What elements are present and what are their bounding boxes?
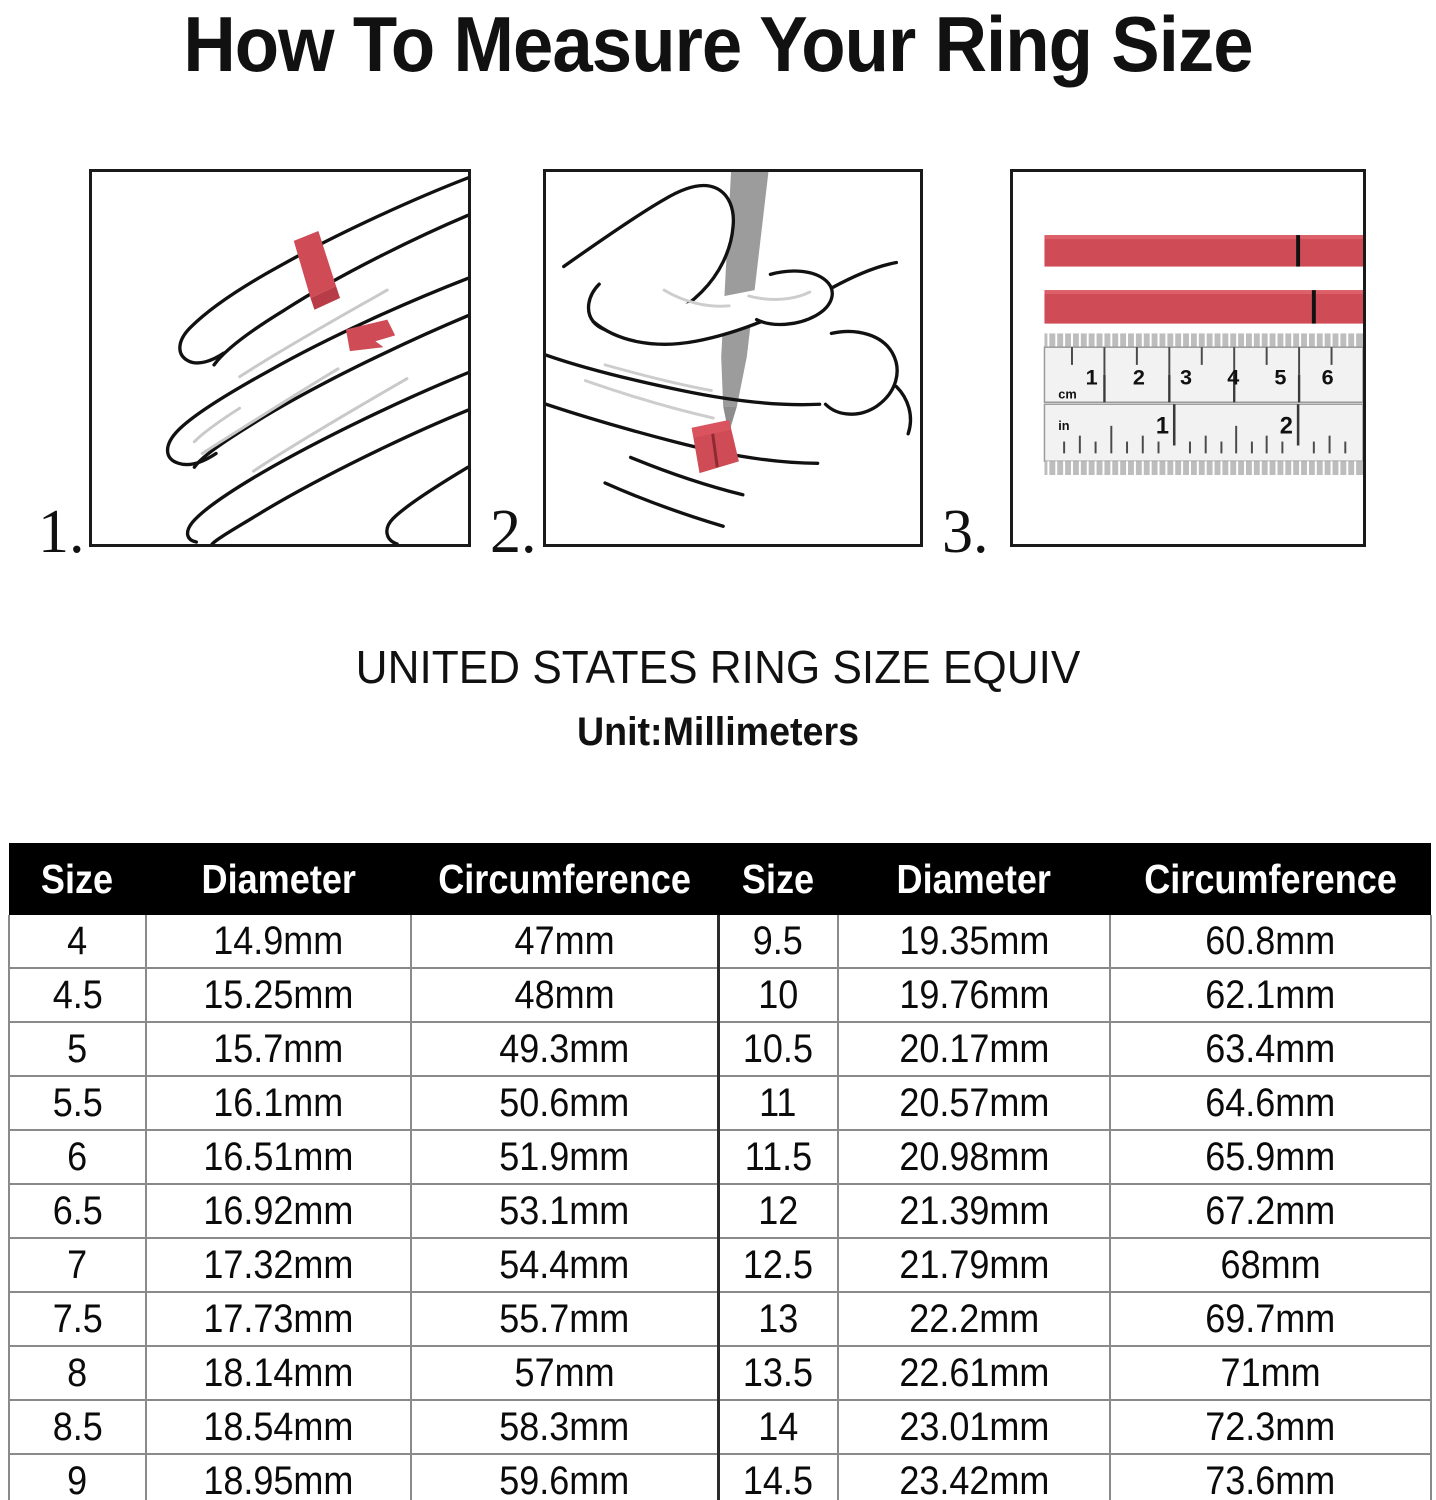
table-cell-text: 13: [758, 1297, 799, 1341]
svg-text:4: 4: [1227, 364, 1240, 390]
table-cell-text: 62.1mm: [1205, 973, 1336, 1017]
table-unit-note: Unit:Millimeters: [576, 710, 860, 754]
table-cell: [838, 1022, 1110, 1076]
column-header-circumference-right: [1110, 843, 1431, 915]
table-cell-text: 20.98mm: [898, 1135, 1050, 1179]
table-row: [9, 1346, 1431, 1400]
table-cell: [411, 1130, 718, 1184]
table-cell: [411, 1022, 718, 1076]
instruction-panels: [0, 165, 1436, 566]
table-cell-text: 17.73mm: [203, 1297, 354, 1341]
table-cell: [718, 1238, 838, 1292]
table-cell-text: 14.9mm: [213, 919, 344, 963]
table-cell: [838, 1400, 1110, 1454]
table-cell: [411, 1400, 718, 1454]
table-cell-text: 20.17mm: [898, 1027, 1050, 1071]
step-3: [940, 165, 1370, 566]
table-cell-text: 15.25mm: [203, 973, 354, 1017]
column-header-size-right: [718, 843, 838, 915]
column-header-diameter-left-label: Diameter: [201, 856, 356, 902]
ring-size-table: [8, 843, 1432, 1500]
table-cell: [1110, 1454, 1431, 1500]
table-row: [9, 1292, 1431, 1346]
table-cell-text: 16.51mm: [203, 1135, 354, 1179]
table-cell-text: 57mm: [514, 1351, 615, 1395]
table-cell: [718, 915, 838, 968]
table-cell: [838, 1292, 1110, 1346]
table-cell: [411, 915, 718, 968]
table-cell-text: 63.4mm: [1205, 1027, 1336, 1071]
svg-text:3: 3: [1180, 364, 1193, 390]
table-row: [9, 1076, 1431, 1130]
table-cell-text: 72.3mm: [1205, 1405, 1336, 1449]
svg-text:5: 5: [1274, 364, 1287, 390]
table-cell-text: 5: [67, 1027, 88, 1071]
table-cell: [1110, 968, 1431, 1022]
table-cell-text: 47mm: [514, 919, 615, 963]
table-cell: [146, 915, 411, 968]
table-cell: [838, 1238, 1110, 1292]
table-cell-text: 7: [67, 1243, 88, 1287]
table-cell-text: 58.3mm: [499, 1405, 630, 1449]
table-row: [9, 1454, 1431, 1500]
ring-size-table-wrapper: [8, 843, 1430, 1500]
step-1: [36, 165, 471, 566]
table-cell: [146, 968, 411, 1022]
table-cell: [838, 968, 1110, 1022]
table-header: [9, 843, 1431, 915]
svg-text:1: 1: [1085, 364, 1098, 390]
table-cell: [146, 1454, 411, 1500]
table-cell-text: 69.7mm: [1205, 1297, 1336, 1341]
table-cell: [9, 1130, 146, 1184]
table-cell: [1110, 1238, 1431, 1292]
table-cell: [838, 1130, 1110, 1184]
table-row: [9, 1022, 1431, 1076]
table-cell: [9, 915, 146, 968]
table-cell-text: 21.79mm: [898, 1243, 1050, 1287]
step-3-illustration: [1010, 169, 1366, 547]
column-header-diameter-right: [838, 843, 1110, 915]
table-cell-text: 14: [758, 1405, 799, 1449]
table-cell: [411, 1346, 718, 1400]
table-cell-text: 13.5: [743, 1351, 814, 1395]
table-cell-text: 64.6mm: [1205, 1081, 1336, 1125]
table-cell: [1110, 1292, 1431, 1346]
table-row: [9, 915, 1431, 968]
table-cell-text: 5.5: [52, 1081, 103, 1125]
table-cell: [1110, 915, 1431, 968]
table-cell-text: 6: [67, 1135, 88, 1179]
table-cell-text: 55.7mm: [499, 1297, 630, 1341]
table-cell-text: 21.39mm: [898, 1189, 1050, 1233]
table-cell: [718, 1292, 838, 1346]
table-cell-text: 48mm: [514, 973, 615, 1017]
table-cell: [411, 968, 718, 1022]
table-cell: [146, 1238, 411, 1292]
table-cell: [9, 1184, 146, 1238]
table-cell-text: 18.95mm: [203, 1459, 354, 1500]
table-cell: [411, 1292, 718, 1346]
table-cell-text: 65.9mm: [1205, 1135, 1336, 1179]
table-cell: [718, 1346, 838, 1400]
table-cell: [411, 1184, 718, 1238]
strip-upper: [1044, 235, 1363, 266]
table-cell-text: 12: [758, 1189, 799, 1233]
svg-text:2: 2: [1132, 364, 1145, 390]
step-2: [488, 165, 923, 566]
table-cell: [838, 1454, 1110, 1500]
table-row: [9, 1400, 1431, 1454]
table-cell: [146, 1400, 411, 1454]
table-cell-text: 23.01mm: [898, 1405, 1050, 1449]
table-cell-text: 10: [758, 973, 799, 1017]
step-1-illustration: [89, 169, 471, 547]
column-header-circumference-left: [411, 843, 718, 915]
step-1-number: 1.: [38, 498, 85, 566]
ruler: [1044, 333, 1363, 475]
table-cell: [718, 968, 838, 1022]
table-cell-text: 6.5: [52, 1189, 103, 1233]
table-cell-text: 18.14mm: [203, 1351, 354, 1395]
table-cell: [1110, 1184, 1431, 1238]
table-cell-text: 11.5: [744, 1135, 812, 1179]
table-cell-text: 8: [67, 1351, 88, 1395]
table-cell-text: 12.5: [743, 1243, 814, 1287]
table-cell: [718, 1076, 838, 1130]
table-cell-text: 8.5: [52, 1405, 103, 1449]
table-cell-text: 17.32mm: [203, 1243, 354, 1287]
table-header-row: [9, 843, 1431, 915]
table-cell: [9, 1400, 146, 1454]
table-cell: [9, 968, 146, 1022]
svg-text:cm: cm: [1058, 386, 1077, 402]
table-cell: [1110, 1076, 1431, 1130]
column-header-size-left: [9, 843, 146, 915]
table-cell: [146, 1022, 411, 1076]
column-header-diameter-left: [146, 843, 411, 915]
svg-text:1: 1: [1155, 412, 1170, 439]
table-cell: [146, 1346, 411, 1400]
table-heading: UNITED STATES RING SIZE EQUIV: [355, 641, 1081, 693]
table-cell: [1110, 1400, 1431, 1454]
table-cell-text: 11: [759, 1081, 797, 1125]
table-cell-text: 22.61mm: [898, 1351, 1050, 1395]
table-cell: [9, 1454, 146, 1500]
table-row: [9, 1130, 1431, 1184]
table-cell: [718, 1400, 838, 1454]
table-cell: [1110, 1022, 1431, 1076]
table-body: [9, 915, 1431, 1500]
table-cell: [9, 1076, 146, 1130]
table-cell: [718, 1022, 838, 1076]
table-row: [9, 1238, 1431, 1292]
page-title: How To Measure Your Ring Size: [183, 0, 1253, 88]
column-header-circumference-right-label: Circumference: [1144, 856, 1397, 902]
step-3-number: 3.: [942, 498, 989, 566]
table-cell-text: 18.54mm: [203, 1405, 354, 1449]
table-cell-text: 54.4mm: [499, 1243, 630, 1287]
table-cell-text: 22.2mm: [908, 1297, 1040, 1341]
table-cell-text: 71mm: [1220, 1351, 1321, 1395]
table-cell-text: 50.6mm: [499, 1081, 630, 1125]
column-header-diameter-right-label: Diameter: [896, 856, 1052, 902]
table-cell: [411, 1454, 718, 1500]
step-2-illustration: [543, 169, 923, 547]
table-cell-text: 4: [67, 919, 88, 963]
table-cell-text: 19.35mm: [898, 919, 1050, 963]
svg-text:6: 6: [1321, 364, 1334, 390]
table-cell-text: 4.5: [52, 973, 103, 1017]
table-cell: [838, 1184, 1110, 1238]
table-cell: [146, 1130, 411, 1184]
table-cell: [411, 1076, 718, 1130]
table-cell: [411, 1238, 718, 1292]
table-cell-text: 73.6mm: [1205, 1459, 1336, 1500]
table-cell: [838, 915, 1110, 968]
table-cell-text: 53.1mm: [499, 1189, 630, 1233]
table-cell: [9, 1346, 146, 1400]
table-cell-text: 20.57mm: [898, 1081, 1050, 1125]
table-cell: [146, 1184, 411, 1238]
table-cell: [146, 1292, 411, 1346]
column-header-circumference-left-label: Circumference: [438, 856, 691, 902]
table-cell-text: 15.7mm: [213, 1027, 344, 1071]
svg-text:2: 2: [1279, 412, 1293, 439]
svg-text:in: in: [1058, 417, 1070, 433]
table-cell: [146, 1076, 411, 1130]
table-cell-text: 16.92mm: [203, 1189, 354, 1233]
table-cell-text: 67.2mm: [1205, 1189, 1336, 1233]
table-cell-text: 68mm: [1220, 1243, 1321, 1287]
table-cell: [9, 1022, 146, 1076]
table-cell-text: 59.6mm: [499, 1459, 630, 1500]
table-cell-text: 23.42mm: [898, 1459, 1050, 1500]
table-cell-text: 49.3mm: [499, 1027, 630, 1071]
table-cell-text: 9: [67, 1459, 88, 1500]
table-cell: [1110, 1346, 1431, 1400]
table-cell-text: 10.5: [743, 1027, 814, 1071]
table-row: [9, 1184, 1431, 1238]
table-cell-text: 9.5: [753, 919, 804, 963]
table-cell-text: 19.76mm: [898, 973, 1050, 1017]
column-header-size-right-label: Size: [741, 856, 815, 902]
strip-lower: [1044, 290, 1363, 323]
table-row: [9, 968, 1431, 1022]
table-cell-text: 60.8mm: [1205, 919, 1336, 963]
table-cell: [718, 1454, 838, 1500]
table-cell: [718, 1130, 838, 1184]
table-cell: [718, 1184, 838, 1238]
column-header-size-left-label: Size: [41, 856, 114, 902]
table-cell-text: 16.1mm: [213, 1081, 344, 1125]
table-cell-text: 7.5: [52, 1297, 103, 1341]
table-cell: [9, 1292, 146, 1346]
table-cell: [1110, 1130, 1431, 1184]
table-cell: [838, 1346, 1110, 1400]
table-cell: [838, 1076, 1110, 1130]
table-cell-text: 51.9mm: [499, 1135, 630, 1179]
table-cell-text: 14.5: [743, 1459, 814, 1500]
step-2-number: 2.: [490, 498, 537, 566]
table-cell: [9, 1238, 146, 1292]
